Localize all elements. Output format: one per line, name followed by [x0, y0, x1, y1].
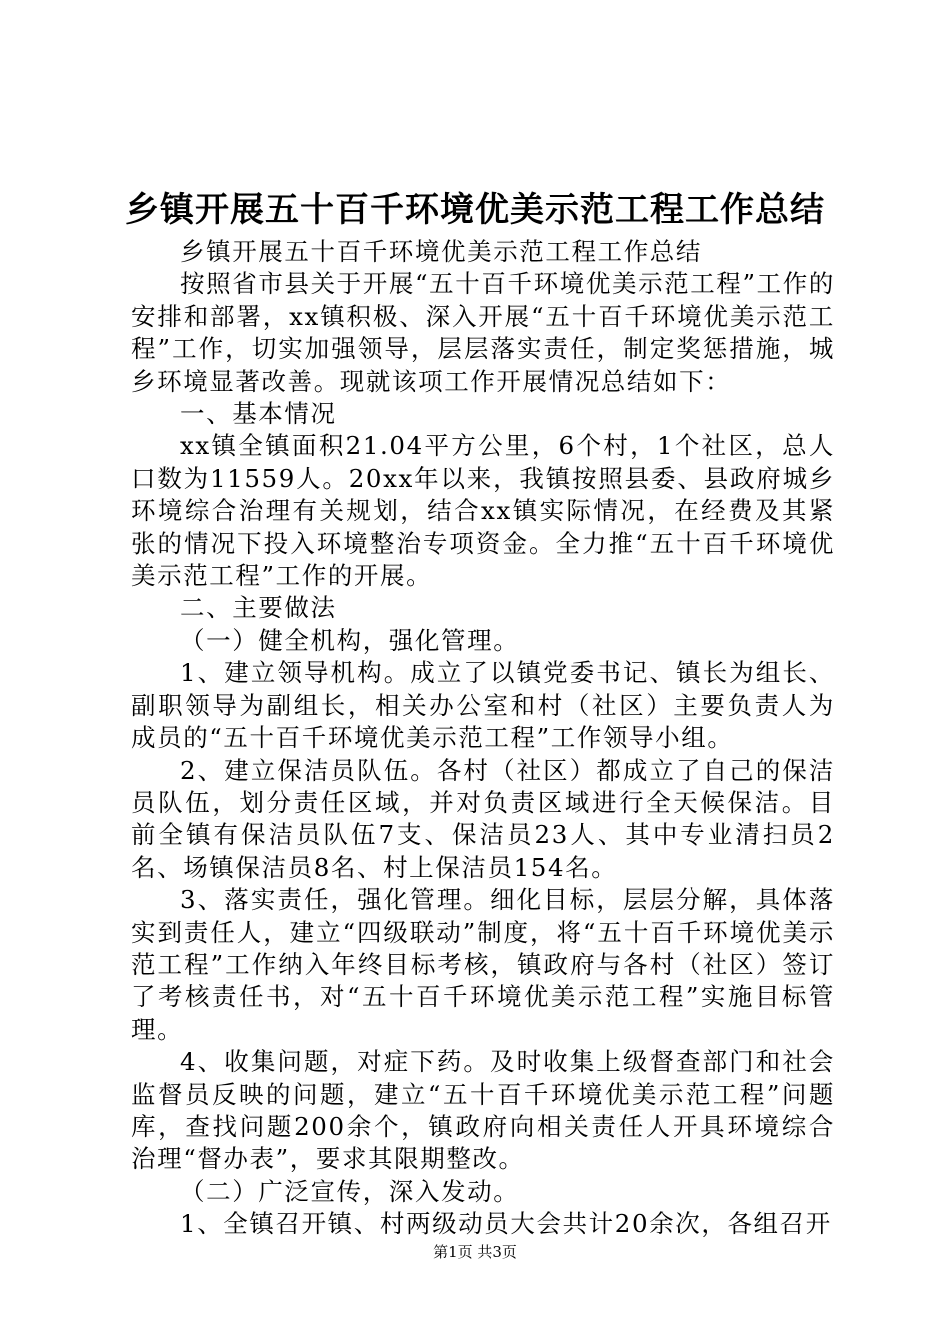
- body-paragraph: 1、全镇召开镇、村两级动员大会共计20余次，各组召开: [180, 1209, 832, 1239]
- page-number-footer: 第1页 共3页: [433, 1243, 517, 1261]
- document-body: [131, 236, 835, 1241]
- section-heading: 二、主要做法: [180, 593, 337, 623]
- subsection-heading: （二）广泛宣传，深入发动。: [180, 1176, 520, 1206]
- body-paragraph: 2、建立保洁员队伍。各村（社区）都成立了自己的保洁员队伍，划分责任区域，并对负责区域进行全天候保洁。目前全镇有保洁员队伍7支、保洁员23人、其中专业清扫员2名、场镇保洁员8名、村上保洁员154名。: [131, 755, 835, 882]
- section-heading: 一、基本情况: [180, 399, 337, 429]
- document-title: 乡镇开展五十百千环境优美示范工程工作总结: [125, 190, 825, 230]
- body-paragraph: 1、建立领导机构。成立了以镇党委书记、镇长为组长、副职领导为副组长，相关办公室和村（社区）主要负责人为成员的“五十百千环境优美示范工程”工作领导小组。: [131, 658, 835, 753]
- subsection-heading: （一）健全机构，强化管理。: [180, 625, 520, 655]
- body-paragraph: 4、收集问题，对症下药。及时收集上级督查部门和社会监督员反映的问题，建立“五十百千环境优美示范工程”问题库，查找问题200余个，镇政府向相关责任人开具环境综合治理“督办表”，要求其限期整改。: [131, 1047, 835, 1174]
- body-paragraph: xx镇全镇面积21.04平方公里，6个村，1个社区，总人口数为11559人。20xx年以来，我镇按照县委、县政府城乡环境综合治理有关规划，结合xx镇实际情况，在经费及其紧张的情况下投入环境整治专项资金。全力推“五十百千环境优美示范工程”工作的开展。: [131, 431, 835, 591]
- body-paragraph: 按照省市县关于开展“五十百千环境优美示范工程”工作的安排和部署，xx镇积极、深入开展“五十百千环境优美示范工程”工作，切实加强领导，层层落实责任，制定奖惩措施，城乡环境显著改善。现就该项工作开展情况总结如下：: [131, 269, 835, 396]
- body-paragraph: 乡镇开展五十百千环境优美示范工程工作总结: [180, 237, 702, 266]
- body-paragraph: 3、落实责任，强化管理。细化目标，层层分解，具体落实到责任人，建立“四级联动”制度，将“五十百千环境优美示范工程”工作纳入年终目标考核，镇政府与各村（社区）签订了考核责任书，对“五十百千环境优美示范工程”实施目标管理。: [131, 885, 835, 1044]
